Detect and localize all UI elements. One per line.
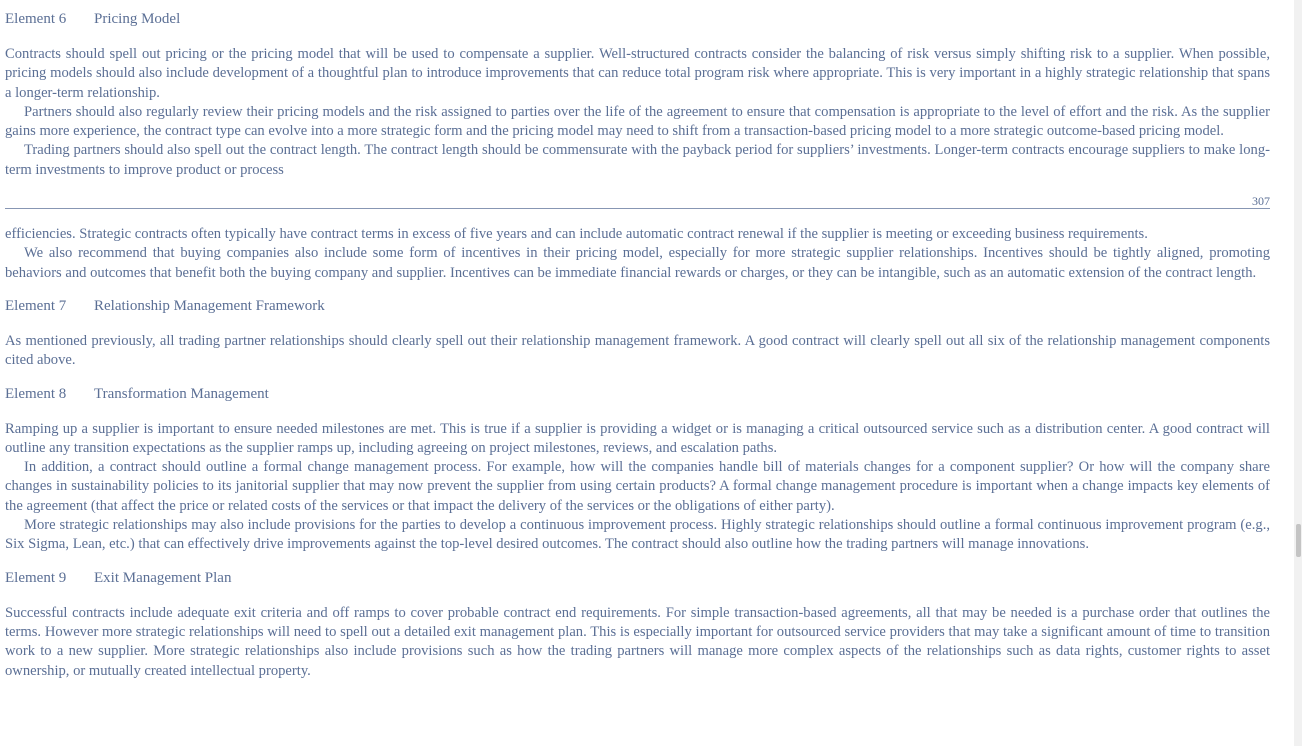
element-6-paragraph-3: Trading partners should also spell out the contract length. The contract length should be commensurate with the payback period for suppliers’ investments. Longer-term contracts encourage suppliers to make long-term investments to improve product or process: [5, 142, 1270, 178]
element-7-paragraph-1: As mentioned previously, all trading partner relationships should clearly spell out their relationship management framework. A good contract will clearly spell out all six of the relationship management components cited above.: [5, 332, 1270, 369]
element-7-number: Element 7: [5, 297, 67, 314]
page-break: [5, 194, 1270, 209]
continuation-paragraph-2: We also recommend that buying companies also include some form of incentives in their pricing model, especially for more strategic supplier relationships. Incentives should be tightly aligned, promoting behaviors and outcomes that benefit both the buying company and supplier. Incentives can be immediate financial rewards or charges, or they can be intangible, such as an automatic extension of the contract length.: [5, 245, 1270, 281]
page-number: 307: [1252, 194, 1270, 209]
element-7-title: Relationship Management Framework: [94, 297, 325, 314]
element-9-heading: [5, 569, 1270, 588]
continuation-paragraph-1: efficiencies. Strategic contracts often typically have contract terms in excess of five years and can include automatic contract renewal if the supplier is meeting or exceeding business requirements.: [5, 226, 1148, 243]
scrollbar-thumb[interactable]: [1296, 524, 1301, 557]
element-8-paragraph-1: Ramping up a supplier is important to ensure needed milestones are met. This is true if a supplier is providing a widget or is managing a critical outsourced service such as a distribution center. A good contract will outline any transition expectations as the supplier ramps up, including agreeing on project milestones, reviews, and escalation paths.: [5, 420, 1270, 456]
document-page: [5, 0, 1270, 681]
element-7-heading: [5, 297, 1270, 316]
page-divider: [5, 208, 1270, 209]
element-8-paragraph-3: More strategic relationships may also include provisions for the parties to develop a continuous improvement process. Highly strategic relationships should outline a formal continuous improvement program (e.g., Six Sigma, Lean, etc.) that can effectively drive improvements against the top-level desired outcomes. The contract should also outline how the trading partners will manage innovations.: [5, 517, 1270, 553]
element-6-heading: [5, 10, 1270, 29]
element-6-title: Pricing Model: [94, 11, 181, 27]
element-8-paragraph-2: In addition, a contract should outline a formal change management process. For example, how will the companies handle bill of materials changes for a component supplier? Or how will the company share changes in sustainability policies to its janitorial supplier that may now prevent the supplier from using certain products? A formal change management procedure is important when a change impacts key elements of the agreement (that affect the price or related costs of the services or that impact the delivery of the services or the obligations of either party).: [5, 459, 1270, 514]
element-8-heading: [5, 385, 1270, 404]
element-9-title: Exit Management Plan: [94, 569, 232, 586]
element-8-title: Transformation Management: [94, 385, 269, 402]
element-6-number: Element 6: [5, 11, 67, 27]
element-9-paragraph-1: Successful contracts include adequate exit criteria and off ramps to cover probable contract end requirements. For simple transaction-based agreements, all that may be needed is a purchase order that outlines the terms. However more strategic relationships will need to spell out a detailed exit management plan. This is especially important for outsourced service providers that may take a significant amount of time to transition work to a new supplier. More strategic relationships also include provisions such as how the trading partners will manage more complex aspects of the relationships such as data rights, customer rights to asset ownership, or mutually created intellectual property.: [5, 604, 1270, 679]
vertical-scrollbar[interactable]: [1294, 0, 1302, 746]
element-9-number: Element 9: [5, 569, 67, 586]
element-8-number: Element 8: [5, 385, 67, 402]
element-6-paragraph-2: Partners should also regularly review their pricing models and the risk assigned to parties over the life of the agreement to ensure that compensation is appropriate to the level of effort and the risk. As the supplier gains more experience, the contract type can evolve into a more strategic form and the pricing model may need to shift from a transaction-based pricing model to a more strategic outcome-based pricing model.: [5, 103, 1270, 140]
element-6-paragraph-1: Contracts should spell out pricing or the pricing model that will be used to compensate a supplier. Well-structured contracts consider the balancing of risk versus simply shifting risk to a supplier. When possible, pricing models should also include development of a thoughtful plan to introduce improvements that can reduce total program risk where appropriate. This is very important in a highly strategic relationship that spans a longer-term relationship.: [5, 46, 1270, 101]
